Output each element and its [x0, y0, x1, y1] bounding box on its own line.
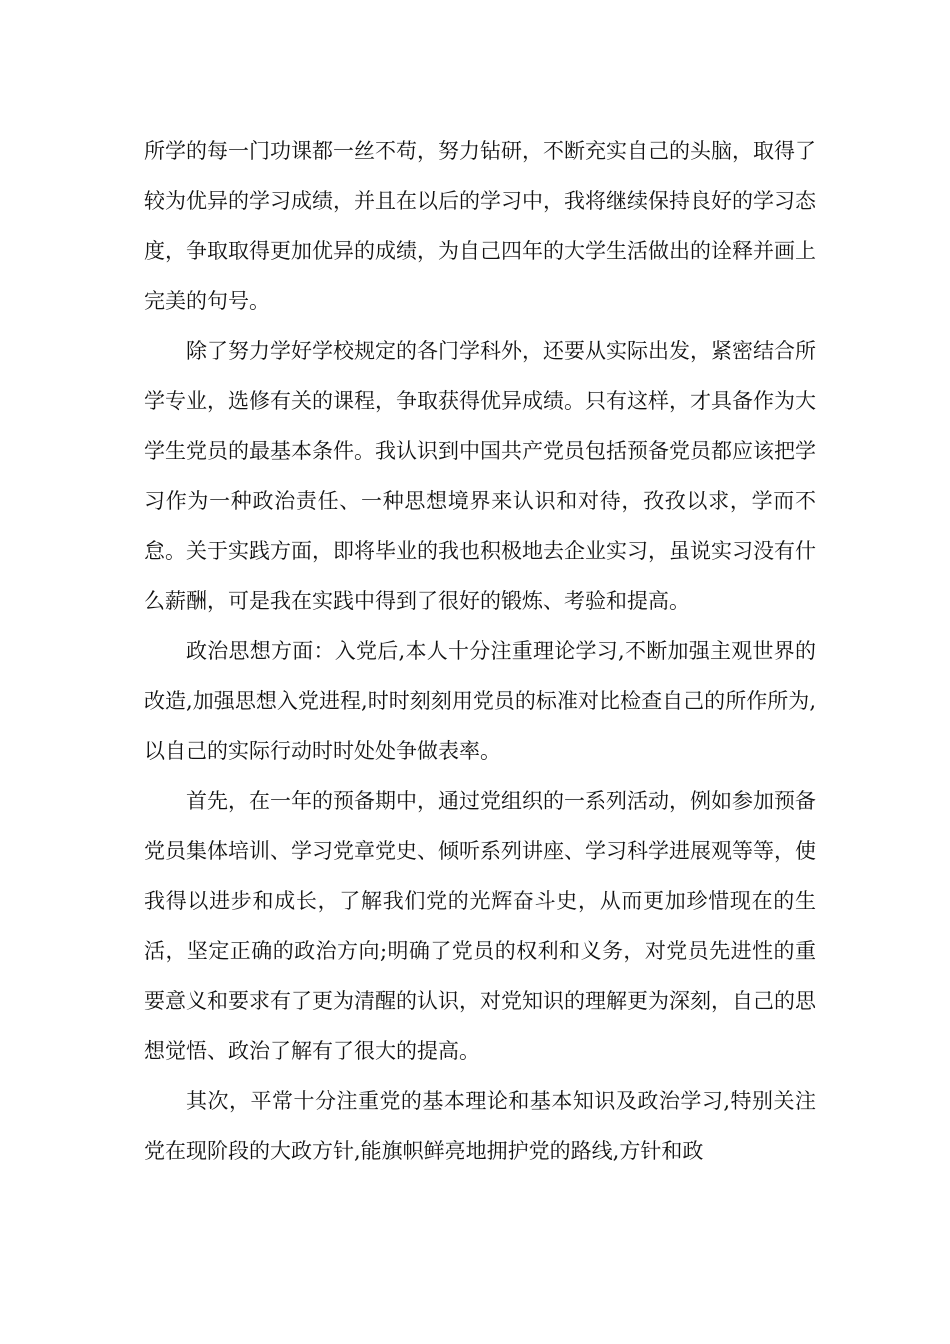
document-body: [144, 126, 816, 1176]
paragraph-4: 首先，在一年的预备期中，通过党组织的一系列活动，例如参加预备党员集体培训、学习党章党史、倾听系列讲座、学习科学进展观等等，使我得以进步和成长，了解我们党的光辉奋斗史，从而更加珍惜现在的生活，坚定正确的政治方向;明确了党员的权利和义务，对党员先进性的重要意义和要求有了更为清醒的认识，对党知识的理解更为深刻，自己的思想觉悟、政治了解有了很大的提高。: [144, 789, 816, 1063]
paragraph-2: 除了努力学好学校规定的各门学科外，还要从实际出发，紧密结合所学专业，选修有关的课程，争取获得优异成绩。只有这样，才具备作为大学生党员的最基本条件。我认识到中国共产党员包括预备党员都应该把学习作为一种政治责任、一种思想境界来认识和对待，孜孜以求，学而不怠。关于实践方面，即将毕业的我也积极地去企业实习，虽说实习没有什么薪酬，可是我在实践中得到了很好的锻炼、考验和提高。: [144, 339, 816, 613]
paragraph-1: 所学的每一门功课都一丝不苟，努力钻研，不断充实自己的头脑，取得了较为优异的学习成绩，并且在以后的学习中，我将继续保持良好的学习态度，争取取得更加优异的成绩，为自己四年的大学生活做出的诠释并画上完美的句号。: [144, 139, 816, 313]
paragraph-3: 政治思想方面：入党后,本人十分注重理论学习,不断加强主观世界的改造,加强思想入党进程,时时刻刻用党员的标准对比检查自己的所作所为,以自己的实际行动时时处处争做表率。: [144, 639, 816, 763]
paragraph-5: 其次，平常十分注重党的基本理论和基本知识及政治学习,特别关注党在现阶段的大政方针,能旗帜鲜亮地拥护党的路线,方针和政: [144, 1089, 816, 1163]
